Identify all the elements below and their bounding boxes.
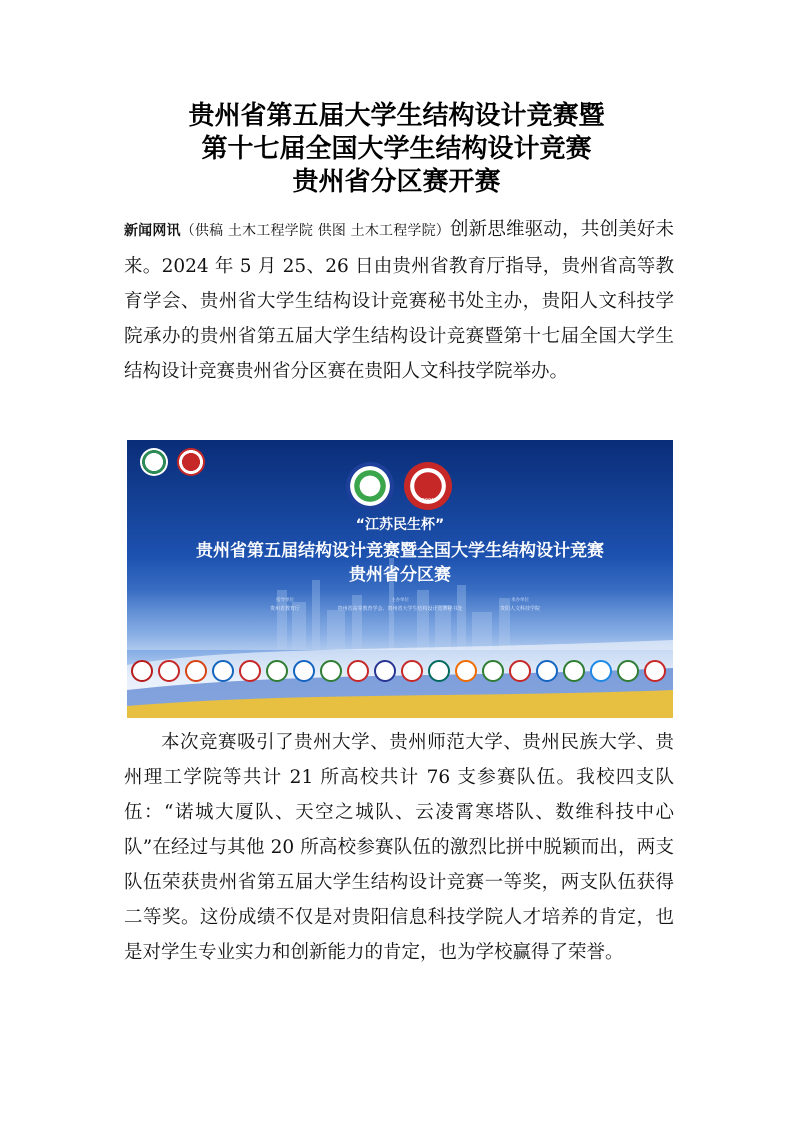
banner-headline-1: 贵州省第五届结构设计竞赛暨全国大学生结构设计竞赛: [196, 541, 604, 561]
university-logo-icon: [158, 660, 180, 682]
university-logo-icon: [644, 660, 666, 682]
org-organizer-name: 贵阳人文科技学院: [499, 606, 540, 612]
paragraph-intro: [124, 212, 674, 389]
paragraph-results: 本次竞赛吸引了贵州大学、贵州师范大学、贵州民族大学、贵州理工学院等共计 21 所高校共计 76 支参赛队伍。我校四支队伍：“诺城大厦队、天空之城队、云凌霄寒塔队、数维科技中心队”在经过与其他 20 所高校参赛队伍的激烈比拼中脱颖而出，两支队伍荣获贵州省第五届大学生结构设计竞赛一等奖，两支队伍获得二等奖。这份成绩不仅是对贵阳信息科技学院人才培养的肯定，也是对学生专业实力和创新能力的肯定，也为学校赢得了荣誉。: [124, 732, 674, 963]
university-logo-icon: [509, 660, 531, 682]
photo-credit: （供稿 土木工程学院 供图 土木工程学院）: [180, 223, 450, 239]
university-logo-icon: [239, 660, 261, 682]
university-logo-icon: [401, 660, 423, 682]
university-logo-icon: [131, 660, 153, 682]
school-logo-small-icon: [177, 448, 205, 476]
university-logo-icon: [185, 660, 207, 682]
competition-logo-small-icon: [140, 448, 168, 476]
banner-host-org: [325, 597, 475, 613]
university-logo-icon: [563, 660, 585, 682]
title-line-2: 第十七届全国大学生结构设计竞赛: [201, 134, 592, 164]
org-guide-label: 指导单位: [276, 598, 294, 603]
org-host-name: 贵州省高等教育学会、贵州省大学生结构设计竞赛秘书处: [337, 606, 463, 612]
university-logo-icon: [428, 660, 450, 682]
university-logo-icon: [617, 660, 639, 682]
article-title: [0, 100, 793, 199]
intro-text: 创新思维驱动，共创美好未来。2024 年 5 月 25、26 日由贵州省教育厅指导，贵州省高等教育学会、贵州省大学生结构设计竞赛秘书处主办，贵阳人文科技学院承办的贵州省第五届大学生结构设计竞赛暨第十七届全国大学生结构设计竞赛贵州省分区赛在贵阳人文科技学院举办。: [124, 219, 674, 382]
title-line-3: 贵州省分区赛开赛: [292, 167, 501, 197]
event-banner-image: [127, 440, 673, 718]
banner-headline-2: 贵州省分区赛: [349, 565, 451, 585]
org-host-label: 主办单位: [391, 598, 409, 603]
title-line-1: 贵州省第五届大学生结构设计竞赛暨: [188, 101, 605, 131]
university-logo-icon: [536, 660, 558, 682]
org-guide-name: 贵州省教育厅: [269, 606, 300, 612]
source-label: 新闻网讯: [124, 223, 181, 239]
university-logo-icon: [590, 660, 612, 682]
competition-logo-icon: [346, 462, 394, 510]
university-logo-icon: [455, 660, 477, 682]
banner-cup-name: “江苏民生杯”: [355, 517, 445, 533]
university-logo-icon: [347, 660, 369, 682]
university-logo-icon: [293, 660, 315, 682]
university-logo-icon: [266, 660, 288, 682]
org-organizer-label: 承办单位: [511, 598, 529, 603]
banner-guide-org: [255, 597, 315, 613]
university-logo-icon: [212, 660, 234, 682]
university-logo-icon: [374, 660, 396, 682]
university-logo-icon: [482, 660, 504, 682]
banner-organizer-org: [485, 597, 555, 613]
university-logo-icon: [320, 660, 342, 682]
emblem-year: 2001: [421, 498, 435, 504]
